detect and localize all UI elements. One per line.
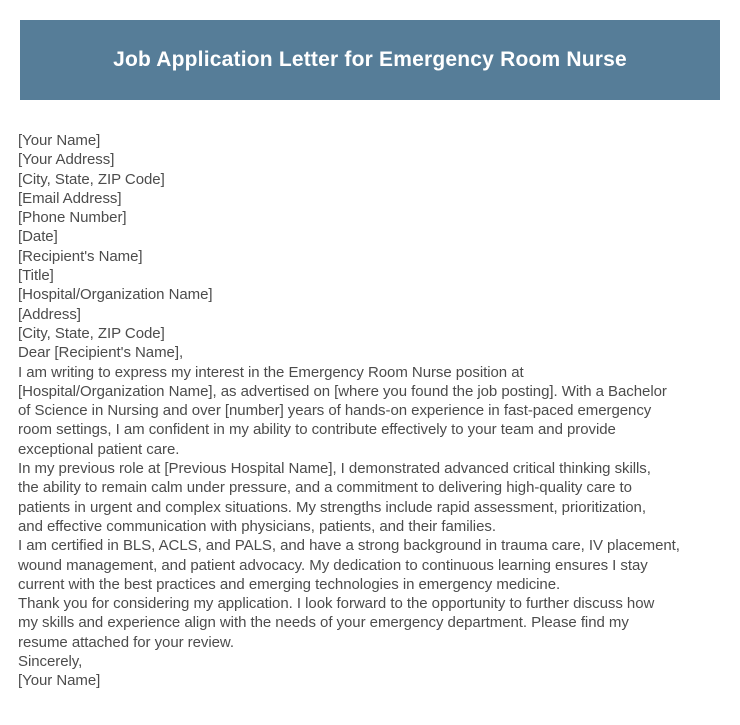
letter-line: [Phone Number] [18,209,127,227]
letter-line: [Title] [18,267,54,285]
letter-line: of Science in Nursing and over [number] years of hands-on experience in fast-paced emergency [18,402,652,420]
letter-paragraphs [18,363,722,652]
letter-body [18,131,722,691]
letter-line: room settings, I am confident in my ability to contribute effectively to your team and provide [18,421,616,439]
letter-line: [Address] [18,305,81,323]
letter-line: [Your Address] [18,151,115,169]
letter-line: In my previous role at [Previous Hospital Name], I demonstrated advanced critical thinking skills, [18,460,651,478]
letter-line: [Email Address] [18,189,122,207]
header-banner [20,20,720,100]
letter-line: [Hospital/Organization Name], as advertised on [where you found the job posting]. With a Bachelor [18,382,667,400]
paragraph [18,536,722,594]
letter-line: [Your Name] [18,132,101,149]
letter-line: [City, State, ZIP Code] [18,324,165,342]
letter-line: wound management, and patient advocacy. My dedication to continuous learning ensures I stay [18,556,648,574]
letter-line: [Hospital/Organization Name] [18,286,213,304]
letter-line: patients in urgent and complex situations. My strengths include rapid assessment, prioritization, [18,498,646,516]
letter-line: [Recipient's Name] [18,247,143,265]
letter-line: my skills and experience align with the needs of your emergency department. Please find my [18,614,629,632]
paragraph [18,594,722,652]
letter-line: exceptional patient care. [18,440,180,458]
letter-line: resume attached for your review. [18,633,235,651]
letter-line: I am certified in BLS, ACLS, and PALS, and have a strong background in trauma care, IV placement, [18,537,680,555]
page-title: Job Application Letter for Emergency Room Nurse [113,48,627,71]
paragraph [18,363,722,459]
letter-line: [Date] [18,228,58,246]
letter-line: I am writing to express my interest in the Emergency Room Nurse position at [18,363,524,381]
signature: [Your Name] [18,672,101,690]
letter-line: Thank you for considering my application. I look forward to the opportunity to further discuss how [18,595,655,613]
salutation: Dear [Recipient's Name], [18,344,184,362]
sender-block [18,131,722,247]
letter-line: current with the best practices and emerging technologies in emergency medicine. [18,575,561,593]
paragraph [18,459,722,536]
letter-line: the ability to remain calm under pressure, and a commitment to delivering high-quality care to [18,479,632,497]
letter-line: [City, State, ZIP Code] [18,170,165,188]
closing: Sincerely, [18,653,83,671]
recipient-block [18,247,722,343]
letter-line: and effective communication with physicians, patients, and their families. [18,517,496,535]
